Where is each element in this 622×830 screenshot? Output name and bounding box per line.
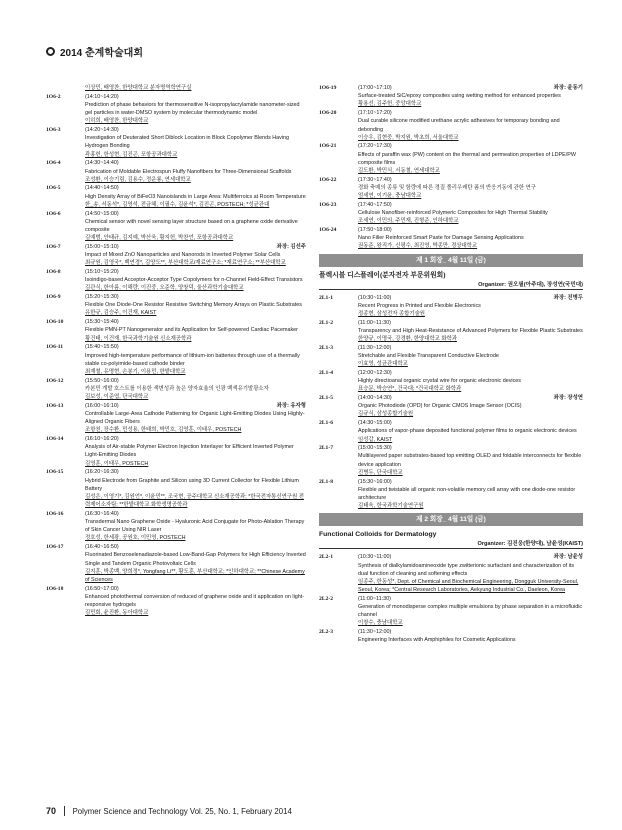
- entry-title: Enhanced photothermal conversion of reduced of graphene oxide and it application on light-responsive hydrogels: [85, 593, 305, 609]
- entry-meta: [358, 226, 583, 234]
- entry-meta: [85, 210, 306, 218]
- entry-code: 1O6-14: [46, 436, 64, 443]
- entry-time: (17:30~17:40): [358, 176, 392, 183]
- entry-title: Synthesis of dialkylamidoamineoxide type zwitterionic surfactant and characterization of its dual function of cleaning and softening effects: [358, 562, 575, 577]
- entry-meta: [85, 243, 306, 251]
- entry-title: Stretchable and Flexible Transparent Conductive Electrode: [358, 352, 499, 359]
- entry-code: 1O6-13: [46, 402, 64, 409]
- entry-title: Highly directioanal organic crystal wire for organic electronic devices: [358, 378, 521, 385]
- entry-meta: [85, 93, 306, 101]
- entry-title: Controllable Large-Area Cathode Patterning for Organic Light-Emitting Diodes Using Highly-Aligned Organic Fibers: [85, 410, 305, 426]
- entry-authors: 정종현, 삼성전자 종합기술원: [358, 310, 425, 317]
- entry-authors: 이상민, 배영찬, 한양대학교 분자명역학연구실: [85, 85, 192, 91]
- entry-meta: [358, 478, 583, 486]
- entry-body: [358, 201, 583, 226]
- entry-time: (14:40~14:50): [85, 185, 119, 192]
- entry-body: [358, 109, 583, 142]
- entry-meta: [358, 109, 583, 117]
- entry-meta: [85, 543, 306, 551]
- entry-body: [85, 210, 306, 243]
- entry-meta: [85, 126, 306, 134]
- entry-authors: 임종주, 한동성*, Dept. of Chemical and Biochemical Engineering, Dongguk University-Seoul, Seoul, Korea; *Central Research Laboratories, Aekyung Industrial Co., Daeleon, Korea: [358, 578, 579, 594]
- entry-time: (14:30~15:00): [358, 420, 392, 427]
- entry-authors: 김도환, 박민식, 서동철, 연세대학교: [358, 168, 440, 175]
- entry-code: 1O6-4: [46, 160, 61, 167]
- program-entry: [319, 478, 583, 511]
- session-chair: 좌장: 장성연: [553, 395, 583, 401]
- left-column: [46, 84, 306, 618]
- entry-code: 1O6-19: [319, 85, 337, 91]
- session-chair: 좌장: 윤동기: [553, 85, 583, 91]
- program-entry: [319, 344, 583, 369]
- entry-code: 2L2-3: [319, 629, 333, 636]
- entry-code: 2L1-7: [319, 445, 333, 452]
- entry-body: [85, 318, 306, 343]
- session-chair: 좌장: 진병두: [553, 294, 583, 301]
- entry-time: (10:30~11:00): [358, 554, 392, 561]
- entry-meta: [358, 84, 583, 92]
- entry-body: [85, 184, 306, 209]
- entry-authors: 김보성, 이준엽, 단국대학교: [85, 394, 149, 401]
- entry-time: (11:00~11:30): [358, 319, 391, 326]
- entry-time: (14:00~14:30): [358, 395, 392, 401]
- program-entry: [46, 543, 306, 584]
- entry-body: [358, 478, 583, 511]
- entry-body: [358, 294, 583, 319]
- entry-time: (16:10~16:20): [85, 436, 119, 443]
- entry-body: [358, 319, 583, 344]
- entry-body: [358, 419, 583, 444]
- entry-body: [358, 142, 583, 175]
- program-entry: [319, 226, 583, 251]
- entry-meta: [85, 435, 306, 443]
- entry-time: (15:40~15:50): [85, 344, 119, 351]
- entry-time: (15:30~16:00): [358, 478, 392, 485]
- entry-body: [85, 343, 306, 376]
- entry-authors: 김예범, 안태규, 김지예, 박산욱, 황지헌, 박찬언, 포항공과대학교: [85, 235, 234, 242]
- entry-meta: [358, 294, 583, 302]
- entry-meta: [85, 585, 306, 593]
- entry-authors: 진병두, 단국대학교: [358, 469, 403, 476]
- entry-meta: [85, 184, 306, 192]
- entry-code: 1O6-18: [46, 585, 64, 592]
- entry-title: Chemical sensor with novel sensing layer structure based on a graphene oxide derivative composite: [85, 218, 298, 233]
- entry-authors: 조성환, 이승기림, 김용수, 정운룡, 연세대학교: [85, 176, 191, 183]
- entry-body: [85, 543, 306, 584]
- entry-authors: 이창수, 충남대학교: [358, 620, 403, 627]
- entry-title: Effects of paraffin wax (PW) content on the thermal and permeation properties of LDPE/PW composite films: [358, 151, 576, 166]
- entry-code: 1O6-7: [46, 243, 61, 250]
- entry-time: (15:20~15:30): [85, 294, 119, 301]
- page-footer: [46, 806, 292, 816]
- entry-body: [85, 468, 306, 509]
- entry-meta: [358, 201, 583, 209]
- entry-time: (17:50~18:00): [358, 226, 392, 233]
- program-entry: [46, 343, 306, 376]
- entry-code: 2L1-4: [319, 369, 333, 376]
- program-entry: [46, 377, 306, 402]
- program-entry: [319, 419, 583, 444]
- entry-authors: 김규식, 삼성종합기술원: [358, 411, 414, 418]
- entry-title: 카본민 개발 호스트를 이용한 색변성과 높은 양자효율의 인광 백색유기발광소자: [85, 385, 269, 392]
- entry-time: (15:00~15:10): [85, 243, 119, 250]
- entry-time: (16:20~16:30): [85, 469, 119, 476]
- program-entry: [46, 585, 306, 618]
- entry-title: Fluorinated Benzoselenadiazole-based Low-Band-Gap Polymers for High Efficiency Inverted Single and Tandem Organic Photovoltaic Cells: [85, 552, 306, 567]
- program-entry: [46, 243, 306, 268]
- page-header: [46, 44, 143, 59]
- session1-band: 제 1 회장_ 4월 11일 (금): [319, 254, 583, 267]
- entry-authors: 김성은, 이영기*, 김원언*, 이윤민**, 조국현, 공주대학교 신소재공학과; *한국전자통신연구원 전력제어소자팀; **한밭대학교 화학생명공학과: [85, 493, 304, 509]
- entry-authors: 최규원, 김영국*, 백연경*, 김양도**, 부산대학교/재료연구소; *재료연구소; **부산대학교: [85, 260, 286, 267]
- entry-title: Applications of vapor-phase deposited functional polymer films to organic electronic devices: [358, 428, 577, 435]
- entry-meta: [85, 343, 306, 351]
- entry-authors: 곽홍헌, 한성현, 김진곤, 포항공과대학교: [85, 151, 178, 158]
- entry-title: Organic Photodiode (OPD) for Organic CMOS Image Sensor (OCIS): [358, 403, 522, 410]
- entry-meta: [85, 159, 306, 167]
- program-entry: [319, 142, 583, 175]
- entry-title: Isoindigo-based Acceptor-Acceptor Type Copolymers for n-Channel Field-Effect Transistors: [85, 277, 303, 284]
- entry-meta: [358, 595, 583, 603]
- entry-authors: 이승우, 김현중, 박지원, 박초희, 서울대학교: [358, 134, 459, 141]
- entry-body: [358, 553, 583, 594]
- session-chair: 좌장: 유자형: [276, 402, 306, 409]
- entry-authors: 권동준, 왕직가, 신평수, 최진영, 박종만, 경상대학교: [358, 243, 478, 250]
- entry-body: [358, 176, 583, 201]
- entry-body: [358, 226, 583, 251]
- entry-title: Flexible One Diode-One Resistor Resistive Switching Memory Arrays on Plastic Substrates: [85, 302, 302, 309]
- program-entry: [46, 184, 306, 209]
- entry-time: (15:50~16:00): [85, 377, 119, 384]
- program-entry: [319, 176, 583, 201]
- entry-body: [85, 377, 306, 402]
- session1-entries: [319, 294, 583, 511]
- entry-code: 1O6-20: [319, 110, 337, 117]
- program-entry: [319, 394, 583, 419]
- entry-title: Flexible and twistable all organic non-volatile memory cell array with one diode-one resistor architecture: [358, 486, 576, 501]
- entry-authors: 이히희, 배영찬, 한양대학교: [85, 118, 149, 125]
- program-entry: [319, 553, 583, 594]
- entry-body: [85, 159, 306, 184]
- program-entry: [319, 628, 583, 644]
- entry-title: Nano Filler Reinforced Smart Paste for Damage Sensing Applications: [358, 235, 524, 242]
- entry-time: (17:20~17:30): [358, 143, 392, 150]
- entry-time: (16:40~16:50): [85, 544, 119, 551]
- program-entry: [46, 318, 306, 343]
- program-entry: [319, 319, 583, 344]
- program-entry: [319, 201, 583, 226]
- entry-meta: [358, 444, 583, 452]
- entry-time: (14:30~14:40): [85, 160, 119, 167]
- entry-authors: 한_송, 서동석*, 김영석, 전금혜, 이필수, 김윤석*, 김진곤, POSTECH; *성균관대: [85, 201, 270, 208]
- entry-meta: [358, 142, 583, 150]
- entry-body: [85, 126, 306, 159]
- entry-time: (10:30~11:00): [358, 294, 392, 301]
- entry-code: 1O6-8: [46, 268, 61, 275]
- entry-body: [85, 510, 306, 543]
- program-entry: [46, 293, 306, 318]
- entry-code: 2L2-2: [319, 595, 333, 602]
- session-chair: 좌장: 김선주: [276, 243, 306, 250]
- entry-code: 1O6-6: [46, 210, 61, 217]
- entry-title: Recent Progress in Printed and Flexible Electronics: [358, 302, 481, 309]
- entry-title: Impact of Mixed ZnO Nanoparticles and Nanorods in Inverted Polymer Solar Cells: [85, 252, 281, 259]
- entry-time: (16:00~16:10): [85, 402, 119, 409]
- entry-title: Improved high-temperature performance of lithium-ion batteries through use of a thermally stable co-polyimide-based cathode binder: [85, 352, 300, 367]
- entry-time: (11:30~12:00): [358, 629, 392, 636]
- entry-code: 2L1-8: [319, 478, 333, 485]
- right-column: [319, 84, 583, 645]
- entry-time: (15:10~15:20): [85, 268, 119, 275]
- entry-body: [85, 585, 306, 618]
- entry-time: (17:10~17:20): [358, 110, 392, 117]
- entry-title: Generation of monodisperse complex multiple emulsions by phase separation in a microfluidic channel: [358, 604, 583, 619]
- entry-time: (16:30~16:40): [85, 510, 119, 517]
- page-number: 70: [46, 806, 57, 816]
- entry-code: 1O6-3: [46, 127, 61, 134]
- program-entry: [319, 109, 583, 142]
- entry-title: Fabrication of Moldable Electrospun Fluffy Nanofibers for Three-Dimensional Scaffolds: [85, 168, 292, 175]
- entry-time: (12:00~12:30): [358, 369, 392, 376]
- entry-body: [358, 444, 583, 477]
- entry-body: [85, 84, 306, 92]
- program-entry: [46, 468, 306, 509]
- program-entry: [46, 159, 306, 184]
- entry-code: 1O6-22: [319, 176, 337, 183]
- entry-time: (11:30~12:00): [358, 344, 392, 351]
- entry-title: Hybrid Electrode from Graphite and Silicon using 3D Current Collector for Flexible Lithium Battery: [85, 477, 299, 492]
- entry-meta: [85, 402, 306, 410]
- entry-title: Transparency and High Heat-Resistance of Advanced Polymers for Flexible Plastic Substrates: [358, 327, 583, 334]
- conference-title: 2014 춘계학술대회: [60, 48, 143, 59]
- program-entry: [319, 595, 583, 628]
- entry-meta: [85, 268, 306, 276]
- program-entry: [46, 210, 306, 243]
- program-entry: [46, 84, 306, 92]
- program-entry: [319, 444, 583, 477]
- journal-info: Polymer Science and Technology Vol. 25, No. 1, February 2014: [72, 806, 292, 816]
- entry-meta: [85, 318, 306, 326]
- entry-body: [358, 595, 583, 628]
- program-entry: [46, 268, 306, 293]
- entry-code: [46, 84, 85, 92]
- entry-title: Flexible PMN-PT Nanogenerator and its Application for Self-powered Cardiac Pacemaker: [85, 327, 298, 334]
- entry-title: Analysis of Air-stable Polymer Electron Injection Interlayer for Efficient Inverted Polymer Light-Emitting Diodes: [85, 444, 294, 459]
- entry-code: 2L1-6: [319, 420, 333, 427]
- entry-authors: 표승문, 박승연*, 건국대; *건국대학교 화학과: [358, 386, 462, 393]
- entry-authors: 정호성, 한세광, 공원호, 이민영, POSTECH: [85, 535, 186, 542]
- entry-code: 1O6-24: [319, 226, 337, 233]
- entry-authors: 엄세연, 이기윤, 충남대학교: [358, 193, 422, 200]
- entry-authors: 김지훈, 박종백, 양희정*, Yongfang Li**, 황도훈, 부산대학교; *인하대학교; **Chinese Academy of Sciences: [85, 568, 305, 583]
- entry-time: (15:30~15:40): [85, 319, 119, 326]
- entry-meta: [358, 419, 583, 427]
- session2-organizer: Organizer: 김진웅(한양대), 남윤성(KAIST): [319, 540, 583, 549]
- entry-authors: 조항천, 장수환, 민성용, 한태희, 박민호, 김영훈, 이태우, POSTECH: [85, 427, 242, 434]
- entry-body: [358, 394, 583, 419]
- circle-bullet-icon: [46, 47, 55, 56]
- entry-time: (14:20~14:30): [85, 127, 119, 134]
- entry-title: Multilayered paper substrates-based top emitting OLED and foldable interconnects for flexible device application: [358, 453, 582, 468]
- program-entry: [46, 402, 306, 435]
- session2-entries: [319, 553, 583, 644]
- entry-authors: 최재철, 유명현, 손봉기, 이용민, 한밭대학교: [85, 368, 186, 375]
- entry-authors: 유한규, 김승주, 이건재, KAIST: [85, 310, 157, 317]
- entry-code: 1O6-12: [46, 377, 64, 384]
- footer-divider: [64, 806, 65, 816]
- entry-authors: 김민회, 윤진환, 동아대학교: [85, 610, 149, 617]
- session2-band: 제 2 회장_ 4월 11일 (금): [319, 513, 583, 526]
- entry-authors: 이효영, 성균관대학교: [358, 361, 408, 368]
- entry-code: 2L1-2: [319, 319, 333, 326]
- entry-code: 2L1-1: [319, 294, 333, 301]
- session1-title: 플렉시블 디스플레이(분자전자 부문위원회): [319, 271, 446, 279]
- entry-time: (11:00~11:30): [358, 595, 391, 602]
- entry-meta: [85, 468, 306, 476]
- session-chair: 좌장: 남윤성: [553, 554, 583, 561]
- entry-time: (17:00~17:10): [358, 85, 392, 91]
- entry-meta: [358, 553, 583, 561]
- entry-code: 2L1-3: [319, 344, 333, 351]
- entry-authors: 김관식, 한아름, 이해량, 이진중, 오준학, 양창덕, 울산과학기술대학교: [85, 285, 244, 292]
- entry-meta: [358, 176, 583, 184]
- entry-authors: 한양규, 이명국, 강경환, 한양대학교 화학과: [358, 336, 458, 343]
- entry-meta: [358, 369, 583, 377]
- session2-title: Functional Colloids for Dermatology: [319, 531, 437, 539]
- entry-title: 경화 축매의 종류 및 함량에 따른 경질 폴리우레탄 폼의 반응거동에 관한 연구: [358, 184, 536, 191]
- entry-time: (15:00~15:30): [358, 445, 392, 452]
- entry-title: Dual curable silicone modified urethane acrylic adhesives for temporary bonding and debonding: [358, 118, 560, 133]
- entry-authors: 황건태, 이건재, 한국과학기술원 신소재공학과: [85, 335, 192, 342]
- entry-code: 1O6-2: [46, 93, 61, 100]
- entry-meta: [358, 628, 583, 636]
- entry-body: [85, 435, 306, 468]
- entry-meta: [358, 394, 583, 402]
- program-entry: [319, 369, 583, 394]
- entry-code: 2L2-1: [319, 554, 333, 561]
- entry-meta: [358, 344, 583, 352]
- entry-body: [85, 402, 306, 435]
- session1-organizer: Organizer: 권오필(아주대), 장성연(국민대): [319, 281, 583, 290]
- entry-body: [358, 369, 583, 394]
- entry-code: 1O6-23: [319, 201, 337, 208]
- program-entry: [46, 93, 306, 126]
- entry-authors: 황용선, 김주헌, 중앙대학교: [358, 101, 422, 108]
- entry-time: (14:50~15:00): [85, 210, 119, 217]
- entry-authors: 조세연, 이민의, 주민재, 진형준, 인하대학교: [358, 218, 459, 225]
- entry-body: [358, 84, 583, 109]
- entry-code: 1O6-17: [46, 544, 64, 551]
- entry-code: 1O6-15: [46, 469, 64, 476]
- program-entry: [319, 294, 583, 319]
- entry-body: [85, 243, 306, 268]
- entry-body: [85, 93, 306, 126]
- entry-code: 1O6-21: [319, 143, 337, 150]
- entry-title: Prediction of phase behaviors for thermosensitive N-isopropylacrylamide nanometer-sized gel particles in water-DMSO system by molecular thermodynamic model: [85, 101, 300, 117]
- entry-meta: [85, 510, 306, 518]
- entry-code: 1O6-9: [46, 294, 61, 301]
- entry-code: 1O6-10: [46, 319, 64, 326]
- entry-title: High Density Array of BiFeO3 Nanoislands in Large Area: Multiferroics at Room Temperature: [85, 193, 306, 200]
- entry-code: 2L1-5: [319, 395, 333, 401]
- entry-time: (14:10~14:20): [85, 93, 119, 100]
- right-entries: [319, 84, 583, 251]
- entry-authors: 임성갑, KAIST: [358, 436, 393, 443]
- entry-title: Cellulose Nanofiber-reinforced Polymeric Composites for High Thermal Stability: [358, 210, 548, 217]
- program-entry: [319, 84, 583, 109]
- program-entry: [46, 435, 306, 468]
- entry-time: (17:40~17:50): [358, 201, 392, 208]
- entry-body: [85, 268, 306, 293]
- entry-time: (16:50~17:00): [85, 585, 119, 592]
- entry-code: 1O6-5: [46, 185, 61, 192]
- entry-code: 1O6-16: [46, 510, 64, 517]
- entry-title: Investigation of Deuterated Short Diblock Location in Block Copolymer Blends Having Hydrogen Bonding: [85, 135, 290, 150]
- entry-meta: [85, 377, 306, 385]
- entry-body: [358, 628, 583, 644]
- entry-meta: [358, 319, 583, 327]
- program-entry: [46, 510, 306, 543]
- entry-title: Engineering Interfaces with Amphiphiles for Cosmetic Applications: [358, 637, 516, 644]
- entry-body: [358, 344, 583, 369]
- entry-meta: [85, 293, 306, 301]
- entry-body: [85, 293, 306, 318]
- entry-title: Surface-treated SiC/epoxy composites using wetting method for enhanced properties: [358, 93, 561, 100]
- entry-code: 1O6-11: [46, 344, 64, 351]
- entry-authors: 김영훈, 이태우, POSTECH: [85, 460, 149, 467]
- program-entry: [46, 126, 306, 159]
- entry-title: Transdermal Nano Graphene Oxide - Hyaluronic Acid Conjugate for Photo-Ablation Therapy of Skin Cancer Using NIR Laser: [85, 519, 305, 534]
- entry-authors: 김태욱, 한국과학기술연구원: [358, 503, 424, 510]
